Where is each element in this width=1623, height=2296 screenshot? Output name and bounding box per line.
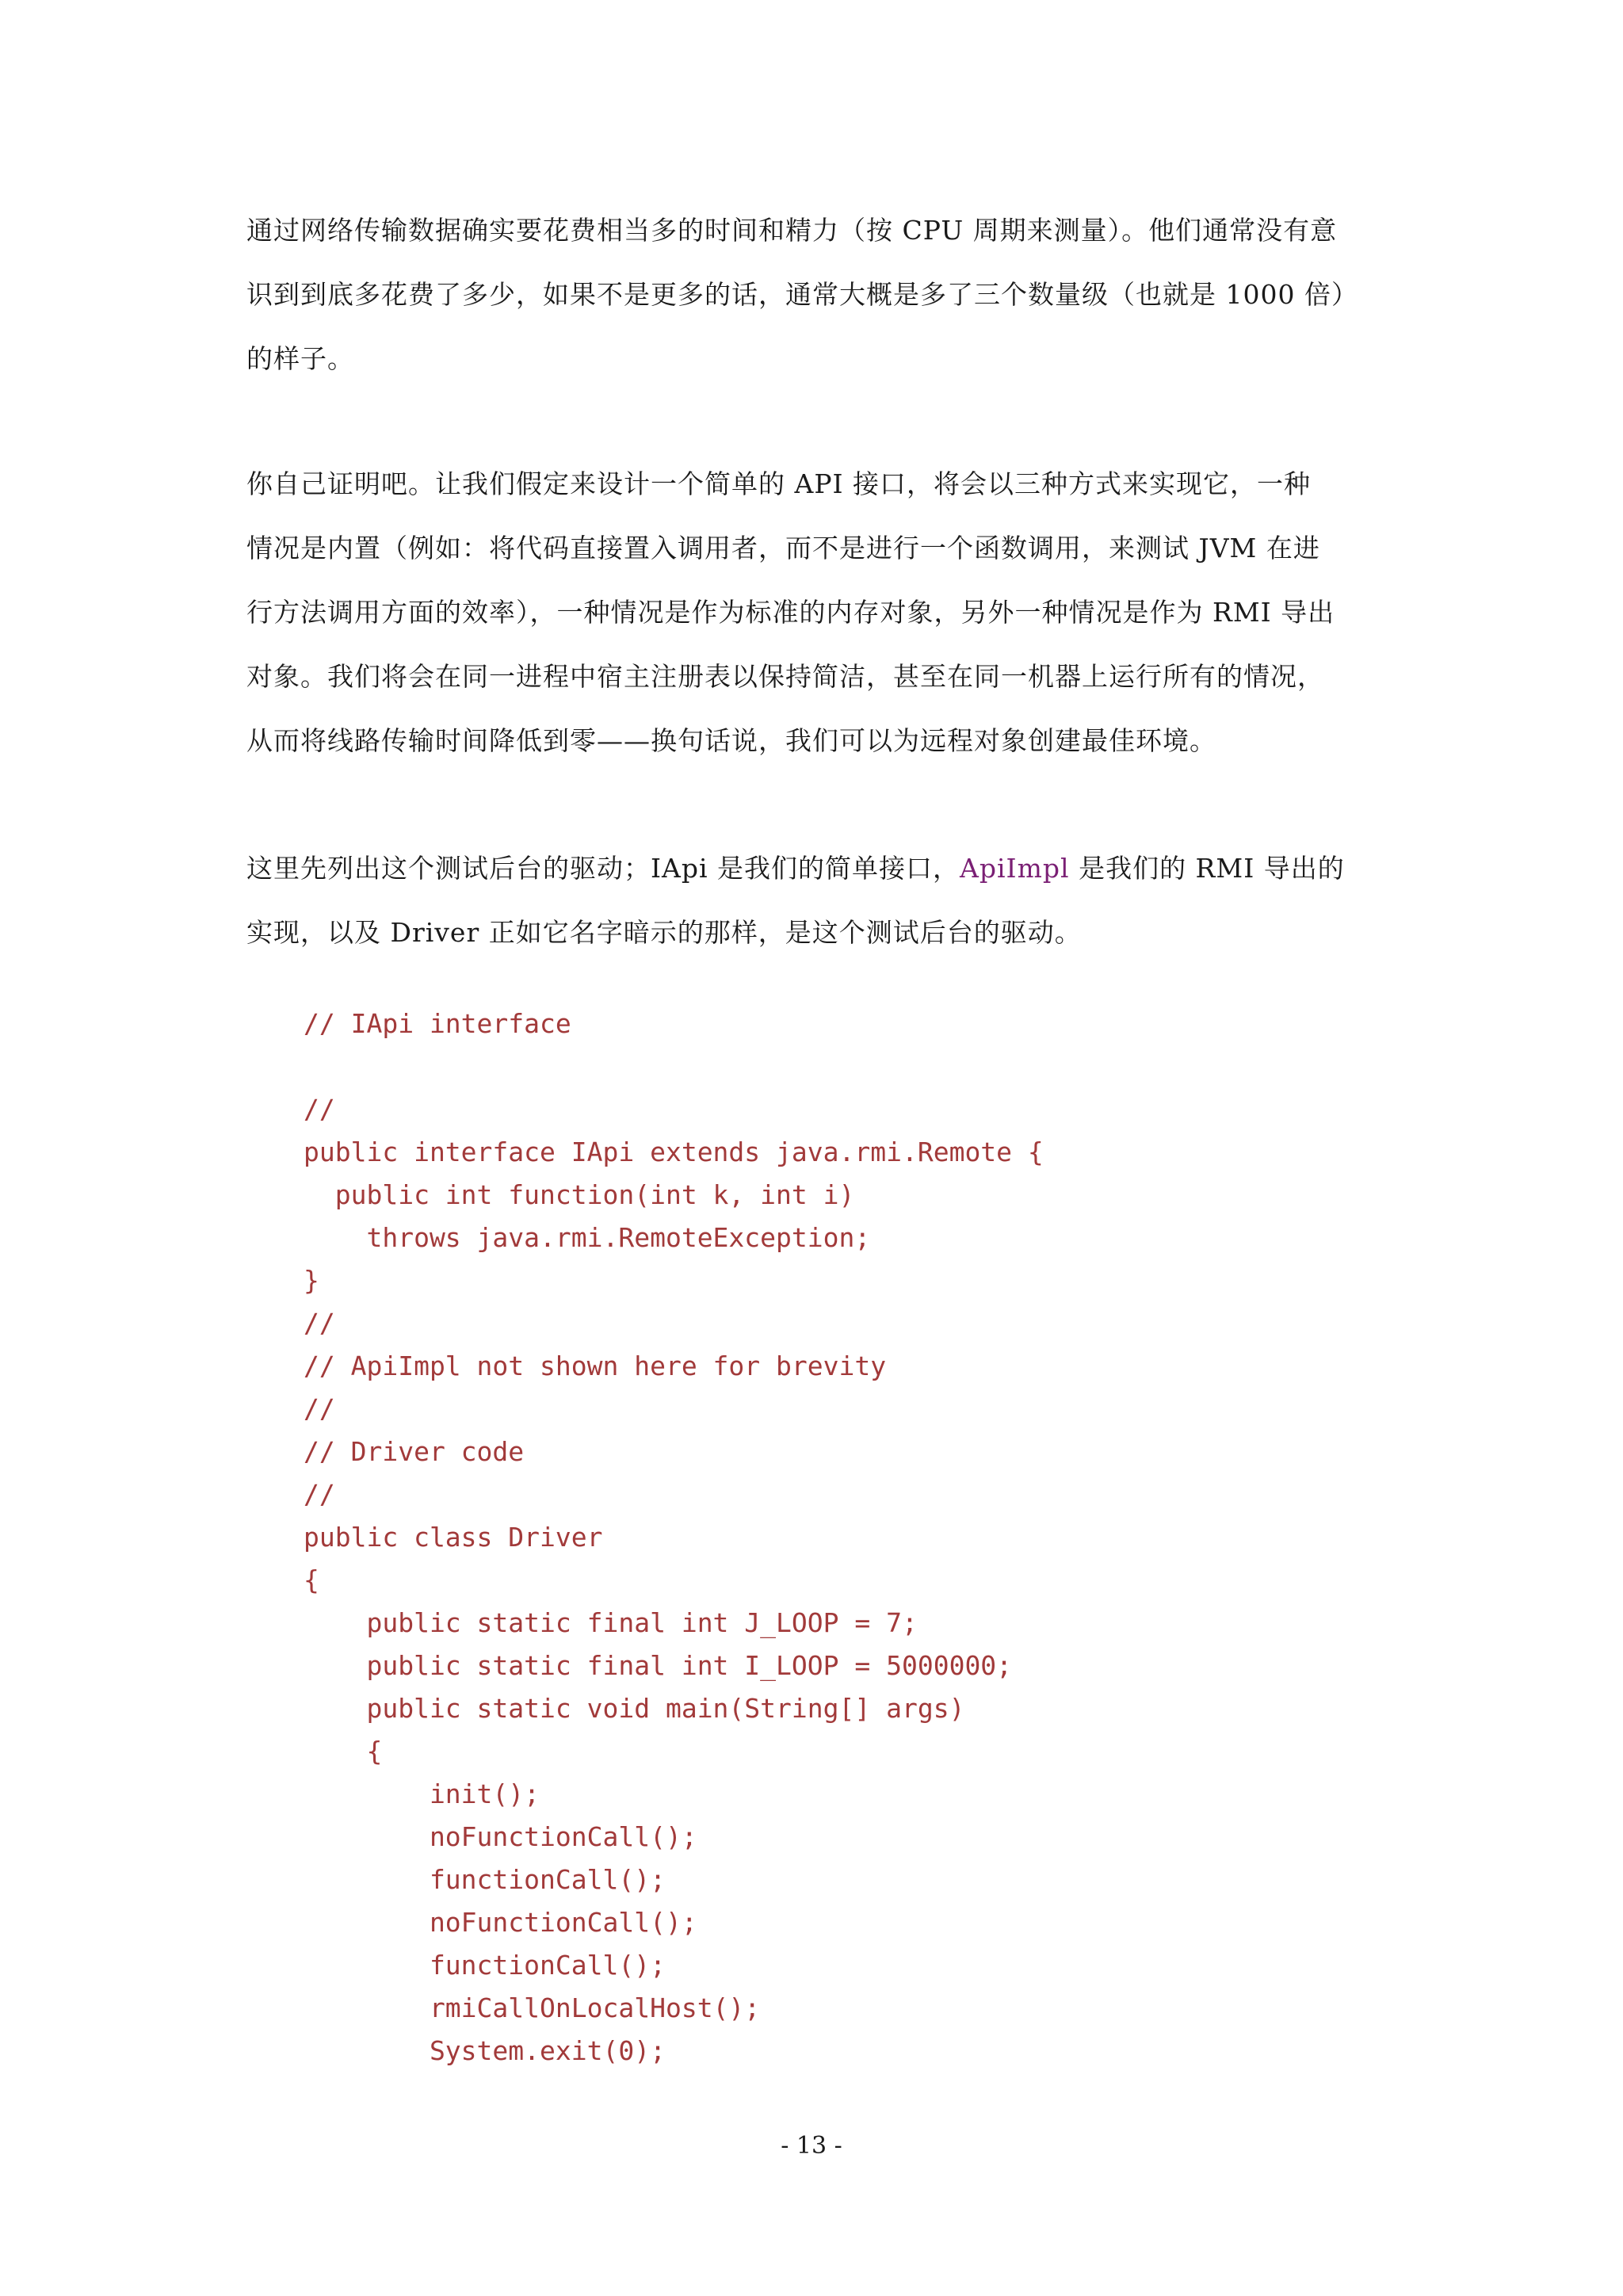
paragraph-line: 你自己证明吧。让我们假定来设计一个简单的 API 接口，将会以三种方式来实现它，一种 — [246, 468, 1312, 499]
paragraph-line: 行方法调用方面的效率），一种情况是作为标准的内存对象，另外一种情况是作为 RMI 导出 — [246, 597, 1335, 628]
code-line: // — [304, 1479, 335, 1510]
paragraph-line — [246, 836, 1380, 900]
code-listing — [304, 1003, 1044, 2073]
text-segment: 这里先列出这个测试后台的驱动；IApi 是我们的简单接口， — [246, 853, 960, 884]
code-line: // — [304, 1393, 335, 1424]
code-line: { — [304, 1736, 383, 1767]
code-line: public static final int I_LOOP = 5000000; — [304, 1650, 1013, 1681]
paragraph-driver-intro — [246, 836, 1380, 965]
paragraph-line: 识到到底多花费了多少，如果不是更多的话，通常大概是多了三个数量级（也就是 1000 倍） — [246, 279, 1358, 310]
code-line: // — [304, 1094, 335, 1125]
paragraph-line: 从而将线路传输时间降低到零——换句话说，我们可以为远程对象创建最佳环境。 — [246, 725, 1216, 756]
code-line: } — [304, 1265, 319, 1296]
code-line: { — [304, 1564, 319, 1595]
code-line: rmiCallOnLocalHost(); — [304, 1992, 761, 2023]
code-line: throws java.rmi.RemoteException; — [304, 1222, 871, 1253]
code-line: public class Driver — [304, 1522, 603, 1553]
code-line: // ApiImpl not shown here for brevity — [304, 1350, 887, 1381]
paragraph-line: 的样子。 — [246, 343, 354, 374]
code-line: functionCall(); — [304, 1950, 666, 1981]
code-line: public interface IApi extends java.rmi.Remote { — [304, 1137, 1044, 1167]
code-line: noFunctionCall(); — [304, 1907, 697, 1938]
code-line: // Driver code — [304, 1436, 525, 1467]
code-line: init(); — [304, 1778, 540, 1809]
paragraph-line: 情况是内置（例如：将代码直接置入调用者，而不是进行一个函数调用，来测试 JVM 在进 — [246, 533, 1320, 563]
code-line: // — [304, 1308, 335, 1339]
code-line: public static void main(String[] args) — [304, 1693, 965, 1724]
paragraph-network-cost — [246, 198, 1380, 391]
text-segment: 是我们的 RMI 导出的 — [1069, 853, 1345, 884]
paragraph-line: 通过网络传输数据确实要花费相当多的时间和精力（按 CPU 周期来测量）。他们通常没有意 — [246, 215, 1338, 246]
code-line: // IApi interface — [304, 1008, 571, 1039]
paragraph-line: 实现，以及 Driver 正如它名字暗示的那样，是这个测试后台的驱动。 — [246, 917, 1082, 948]
paragraph-api-design — [246, 452, 1380, 773]
code-line: functionCall(); — [304, 1864, 666, 1895]
page-number: - 13 - — [781, 2132, 842, 2160]
code-line: public static final int J_LOOP = 7; — [304, 1607, 918, 1638]
code-line: noFunctionCall(); — [304, 1821, 697, 1852]
code-line — [304, 1045, 1044, 1088]
apiimpl-identifier: ApiImpl — [960, 853, 1070, 884]
paragraph-line: 对象。我们将会在同一进程中宿主注册表以保持简洁，甚至在同一机器上运行所有的情况， — [246, 661, 1324, 692]
code-line: System.exit(0); — [304, 2035, 666, 2066]
code-line: public int function(int k, int i) — [304, 1179, 855, 1210]
